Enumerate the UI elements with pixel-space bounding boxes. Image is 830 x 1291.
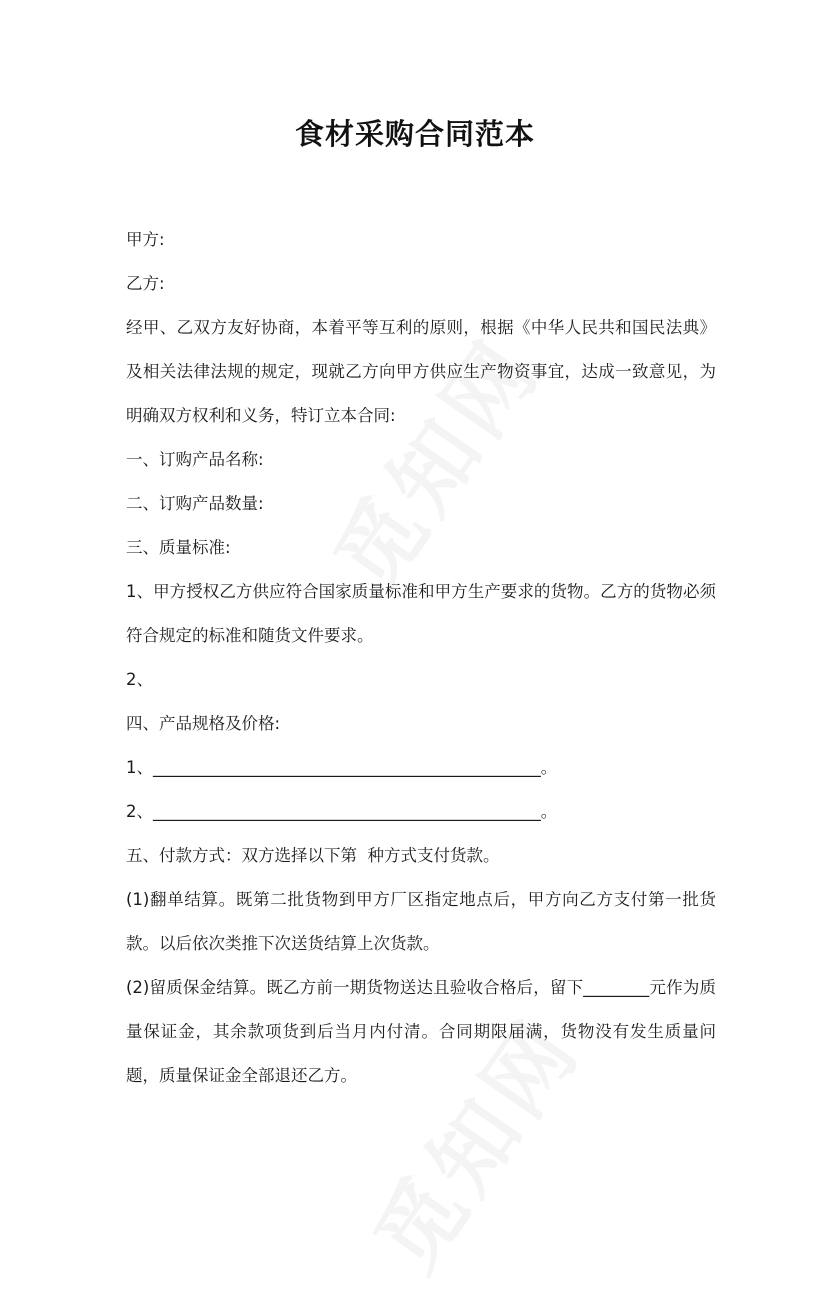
spec-item-2: 2、_______________________________________________。 <box>126 802 558 821</box>
quality-item-2: 2、 <box>126 670 153 689</box>
document-body <box>126 218 716 1098</box>
quality-item-1: 1、甲方授权乙方供应符合国家质量标准和甲方生产要求的货物。乙方的货物必须符合规定的标准和随货文件要求。 <box>126 582 716 645</box>
section-quality-standard: 三、质量标准: <box>126 538 231 557</box>
document-title: 食材采购合同范本 <box>294 117 535 151</box>
section-product-quantity: 二、订购产品数量: <box>126 494 264 513</box>
section-spec-price: 四、产品规格及价格: <box>126 714 281 733</box>
preamble-paragraph: 经甲、乙双方友好协商，本着平等互利的原则，根据《中华人民共和国民法典》及相关法律法规的规定，现就乙方向甲方供应生产物资事宜，达成一致意见，为明确双方权利和义务，特订立本合同: <box>126 318 716 425</box>
section-payment-method: 五、付款方式：双方选择以下第 种方式支付货款。 <box>126 846 500 865</box>
spec-item-1: 1、_______________________________________________。 <box>126 758 558 777</box>
payment-option-2: (2)留质保金结算。既乙方前一期货物送达且验收合格后，留下________元作为质量保证金，其余款项货到后当月内付清。合同期限届满，货物没有发生质量问题，质量保证金全部退还乙方。 <box>126 978 716 1085</box>
payment-option-1: (1)翻单结算。既第二批货物到甲方厂区指定地点后，甲方向乙方支付第一批货款。以后依次类推下次送货结算上次货款。 <box>126 890 716 953</box>
section-product-name: 一、订购产品名称: <box>126 450 264 469</box>
party-a-line: 甲方: <box>126 230 165 249</box>
party-b-line: 乙方: <box>126 274 165 293</box>
